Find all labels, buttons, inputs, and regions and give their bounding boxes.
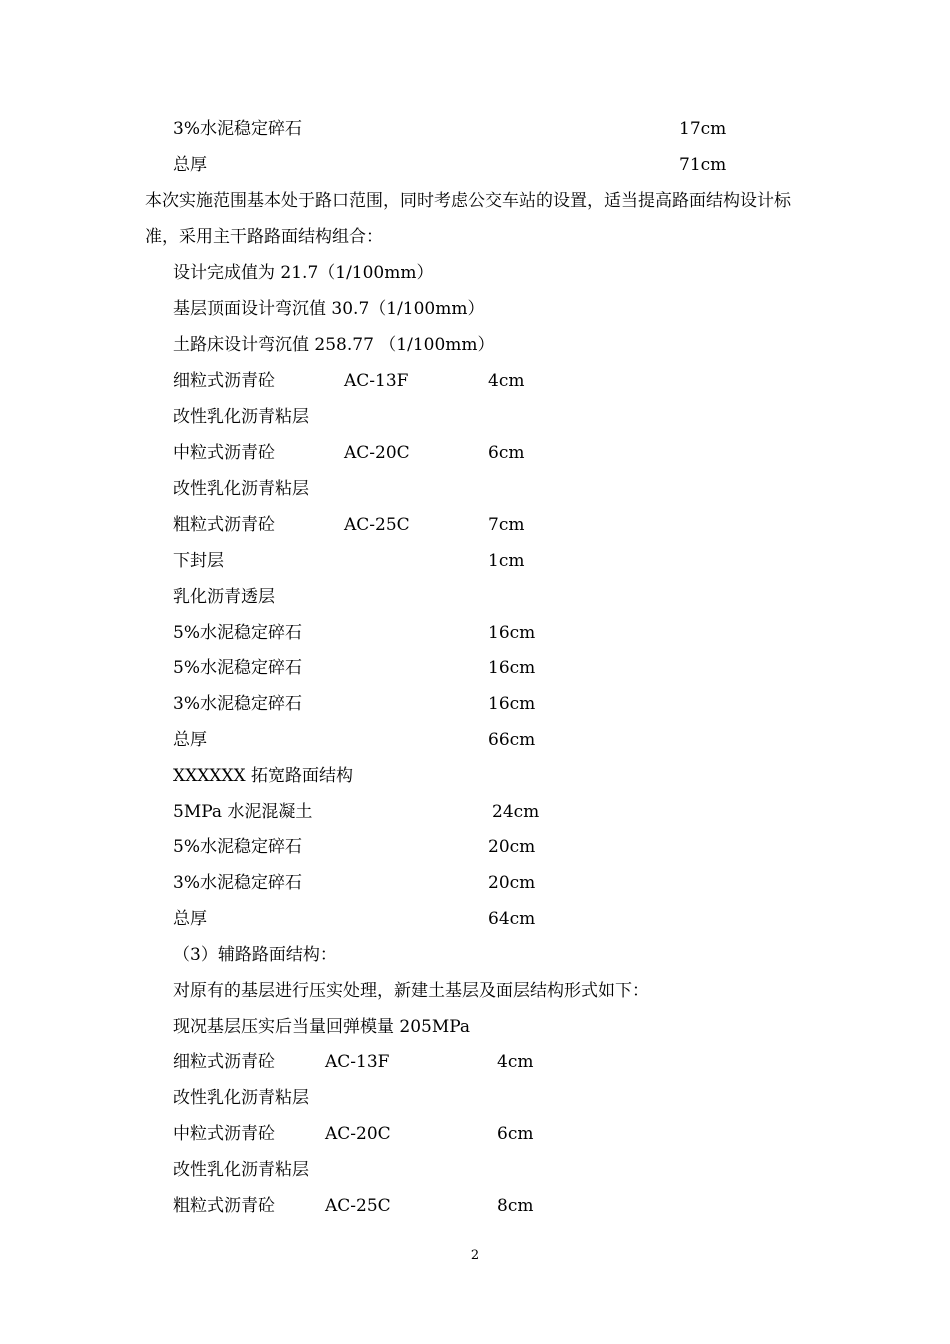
layer-code: AC-13F: [325, 1052, 390, 1072]
layer-thickness: 66cm: [488, 730, 536, 750]
layer-name: 总厚: [173, 730, 207, 750]
paragraph-line: 本次实施范围基本处于路口范围，同时考虑公交车站的设置，适当提高路面结构设计标: [145, 191, 791, 211]
layer-name: 粗粒式沥青砼: [173, 1196, 275, 1216]
layer-name: 粗粒式沥青砼: [173, 515, 275, 535]
layer-name: 5%水泥稳定碎石: [173, 623, 302, 643]
layer-thickness: 20cm: [488, 873, 536, 893]
layer-thickness: 1cm: [488, 551, 525, 571]
design-value: 土路床设计弯沉值 258.77 （1/100mm）: [173, 335, 495, 355]
layer-name: 3%水泥稳定碎石: [173, 119, 302, 139]
layer-name: 改性乳化沥青粘层: [173, 479, 309, 499]
layer-thickness: 16cm: [488, 658, 536, 678]
layer-name: 细粒式沥青砼: [173, 371, 275, 391]
page-number: 2: [470, 1248, 480, 1263]
layer-name: 改性乳化沥青粘层: [173, 1088, 309, 1108]
design-value: 设计完成值为 21.7（1/100mm）: [173, 263, 434, 283]
section-title: XXXXXX 拓宽路面结构: [173, 766, 354, 786]
layer-name: 5%水泥稳定碎石: [173, 837, 302, 857]
paragraph-line: 准，采用主干路路面结构组合：: [145, 227, 383, 247]
layer-code: AC-20C: [325, 1124, 391, 1144]
layer-thickness: 20cm: [488, 837, 536, 857]
layer-name: 中粒式沥青砼: [173, 443, 275, 463]
layer-thickness: 6cm: [488, 443, 525, 463]
layer-name: 总厚: [173, 909, 207, 929]
layer-code: AC-25C: [344, 515, 410, 535]
layer-thickness: 16cm: [488, 623, 536, 643]
layer-code: AC-20C: [344, 443, 410, 463]
design-value: 基层顶面设计弯沉值 30.7（1/100mm）: [173, 299, 485, 319]
layer-thickness: 24cm: [492, 802, 540, 822]
layer-thickness: 6cm: [497, 1124, 534, 1144]
layer-thickness: 17cm: [679, 119, 727, 139]
layer-name: 总厚: [173, 155, 207, 175]
layer-thickness: 8cm: [497, 1196, 534, 1216]
layer-name: 乳化沥青透层: [173, 587, 275, 607]
layer-name: 5MPa 水泥混凝土: [173, 802, 313, 822]
layer-name: 3%水泥稳定碎石: [173, 694, 302, 714]
layer-name: 中粒式沥青砼: [173, 1124, 275, 1144]
layer-thickness: 4cm: [488, 371, 525, 391]
layer-thickness: 7cm: [488, 515, 525, 535]
layer-thickness: 64cm: [488, 909, 536, 929]
layer-code: AC-13F: [344, 371, 409, 391]
layer-code: AC-25C: [325, 1196, 391, 1216]
layer-name: 细粒式沥青砼: [173, 1052, 275, 1072]
layer-name: 5%水泥稳定碎石: [173, 658, 302, 678]
layer-name: 改性乳化沥青粘层: [173, 407, 309, 427]
layer-thickness: 16cm: [488, 694, 536, 714]
layer-name: 改性乳化沥青粘层: [173, 1160, 309, 1180]
section-heading: （3）辅路路面结构：: [173, 945, 337, 965]
layer-name: 下封层: [173, 551, 224, 571]
layer-thickness: 71cm: [679, 155, 727, 175]
layer-thickness: 4cm: [497, 1052, 534, 1072]
layer-name: 3%水泥稳定碎石: [173, 873, 302, 893]
section-intro: 对原有的基层进行压实处理，新建土基层及面层结构形式如下：: [173, 981, 649, 1001]
modulus-line: 现况基层压实后当量回弹模量 205MPa: [173, 1017, 471, 1037]
